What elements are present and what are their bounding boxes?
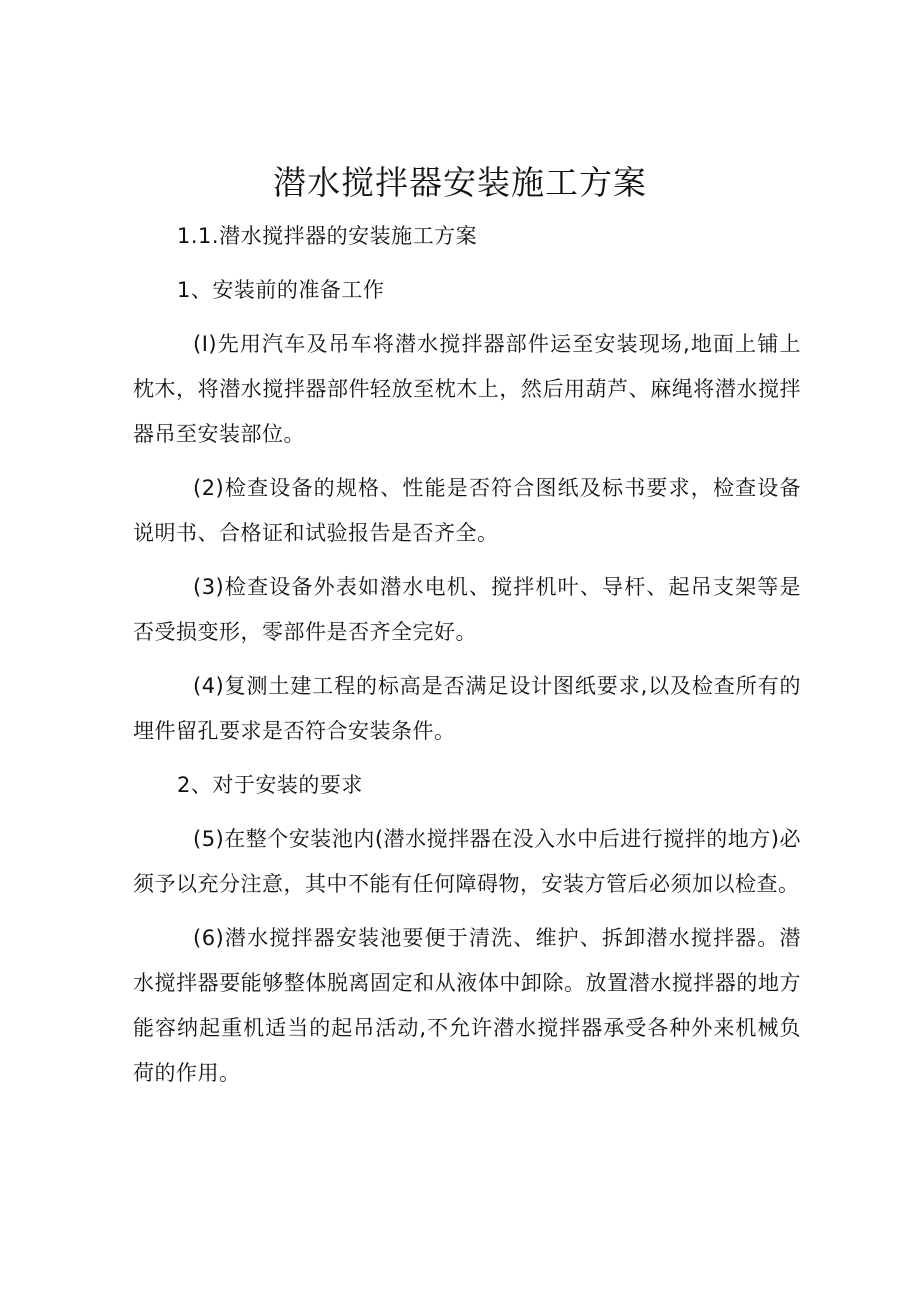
document-title: 潜水搅拌器安装施工方案 — [273, 163, 647, 202]
paragraph-item-6: (6)潜水搅拌器安装池要便于清洗、维护、拆卸潜水搅拌器。潜水搅拌器要能够整体脱离固定和从液体中卸除。放置潜水搅拌器的地方能容纳起重机适当的起吊活动,不允许潜水搅拌器承受各种外来机械负荷的作用。 — [133, 926, 801, 1085]
section-title: 1.1.潜水搅拌器的安装施工方案 — [177, 224, 478, 248]
paragraph-item-2: (2)检查设备的规格、性能是否符合图纸及标书要求，检查设备说明书、合格证和试验报告是否齐全。 — [133, 476, 801, 545]
paragraph-item-1: (I)先用汽车及吊车将潜水搅拌器部件运至安装现场,地面上铺上枕木，将潜水搅拌器部件轻放至枕木上，然后用葫芦、麻绳将潜水搅拌器吊至安装部位。 — [133, 332, 801, 446]
subsection-title-requirements: 2、对于安装的要求 — [177, 773, 363, 797]
subsection-title-preparation: 1、安装前的准备工作 — [177, 278, 385, 302]
document-body — [133, 214, 801, 1105]
paragraph-item-3: (3)检查设备外表如潜水电机、搅拌机叶、导杆、起吊支架等是否受损变形，零部件是否齐全完好。 — [133, 575, 801, 644]
paragraph-item-5: (5)在整个安装池内(潜水搅拌器在没入水中后进行搅拌的地方)必须予以充分注意，其中不能有任何障碍物，安装方管后必须加以检查。 — [133, 827, 801, 896]
paragraph-item-4: (4)复测土建工程的标高是否满足设计图纸要求,以及检查所有的埋件留孔要求是否符合安装条件。 — [133, 674, 801, 743]
